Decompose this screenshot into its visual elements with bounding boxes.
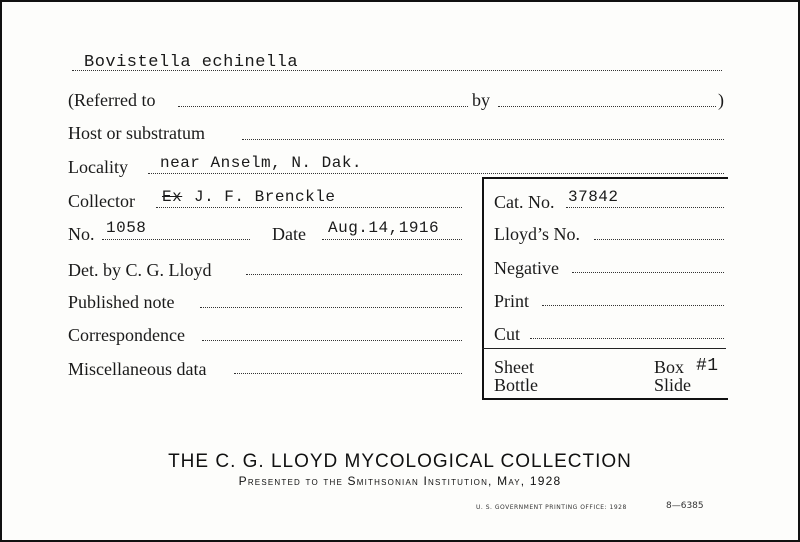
sheet-label: Sheet <box>494 357 534 377</box>
referred-to-line <box>178 106 468 107</box>
collector-value: J. F. Brenckle <box>194 188 336 206</box>
collection-subtitle: Presented to the Smithsonian Institution, May, 1928 <box>238 474 562 488</box>
cut-label: Cut <box>494 324 521 344</box>
locality-value: near Anselm, N. Dak. <box>160 154 363 172</box>
print-line <box>542 305 724 306</box>
date-value: Aug.14,1916 <box>328 219 440 237</box>
lloyds-no-label: Lloyd’s No. <box>494 224 581 244</box>
by-line <box>498 106 716 107</box>
date-label: Date <box>272 224 306 244</box>
locality-line <box>148 173 724 174</box>
negative-line <box>572 272 724 273</box>
locality-label: Locality <box>68 157 128 177</box>
cat-no-line <box>566 207 724 208</box>
no-label: No. <box>68 224 95 244</box>
cat-no-value: 37842 <box>568 188 619 206</box>
correspondence-label: Correspondence <box>68 325 185 345</box>
host-label: Host or substratum <box>68 123 205 143</box>
correspondence-line <box>202 340 462 341</box>
date-line <box>322 239 462 240</box>
det-by-label: Det. by C. G. Lloyd <box>68 260 212 280</box>
lloyds-no-line <box>594 239 724 240</box>
det-by-line <box>246 274 462 275</box>
box-label: Box <box>654 357 685 377</box>
cut-line <box>530 338 724 339</box>
collector-line <box>156 207 462 208</box>
miscellaneous-data-label: Miscellaneous data <box>68 359 207 379</box>
collection-title: THE C. G. LLOYD MYCOLOGICAL COLLECTION <box>168 451 632 472</box>
close-paren: ) <box>718 90 724 110</box>
bottle-label: Bottle <box>494 375 538 395</box>
form-code: 8—6385 <box>666 501 704 511</box>
published-note-line <box>200 307 462 308</box>
by-label: by <box>472 90 490 110</box>
catalog-box-divider <box>482 348 726 349</box>
collector-label: Collector <box>68 191 135 211</box>
referred-to-label: (Referred to <box>68 90 156 110</box>
host-line <box>242 139 724 140</box>
print-label: Print <box>494 291 530 311</box>
cat-no-label: Cat. No. <box>494 192 555 212</box>
species-name: Bovistella echinella <box>84 53 299 72</box>
slide-label: Slide <box>654 375 692 395</box>
negative-label: Negative <box>494 258 559 278</box>
no-value: 1058 <box>106 219 147 237</box>
collector-ex-struck: Ex <box>162 188 183 206</box>
no-line <box>102 239 250 240</box>
box-value: #1 <box>696 356 719 376</box>
printing-office-note: U. S. GOVERNMENT PRINTING OFFICE: 1928 <box>476 504 627 511</box>
species-line <box>72 70 722 71</box>
published-note-label: Published note <box>68 292 175 312</box>
miscellaneous-data-line <box>234 373 462 374</box>
